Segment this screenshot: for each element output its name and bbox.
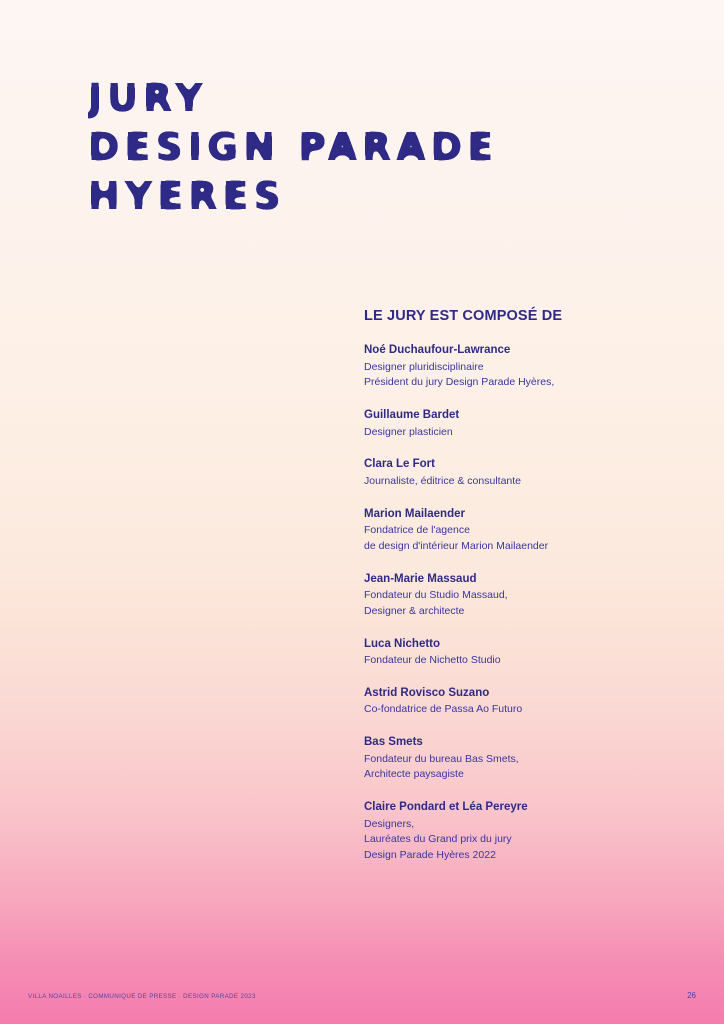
jury-member-role: Président du jury Design Parade Hyères,: [364, 376, 555, 389]
jury-member-name: Claire Pondard et Léa Pereyre: [364, 801, 528, 814]
page-number: 26: [687, 991, 696, 1000]
jury-member-role: Designer plasticien: [364, 425, 453, 438]
footer-credit: VILLA NOAILLES · COMMUNIQUE DE PRESSE · DESIGN PARADE 2023: [28, 993, 256, 1000]
jury-member-name: Marion Mailaender: [364, 507, 465, 520]
jury-member-name: Astrid Rovisco Suzano: [364, 686, 490, 699]
jury-member-name: Clara Le Fort: [364, 458, 435, 471]
jury-section: [364, 308, 664, 864]
jury-member-role: Lauréates du Grand prix du jury: [364, 833, 512, 846]
jury-member: [364, 800, 664, 864]
jury-member: [364, 408, 664, 440]
jury-member-role: Journaliste, éditrice & consultante: [364, 474, 522, 487]
jury-member-name: Luca Nichetto: [364, 637, 441, 650]
jury-member: [364, 735, 664, 783]
jury-member: [364, 637, 664, 669]
jury-member-role: Fondateur du Studio Massaud,: [364, 589, 508, 602]
jury-member: [364, 343, 664, 391]
title-line-3: HYERES: [88, 174, 286, 218]
jury-member-role: Architecte paysagiste: [364, 768, 464, 781]
jury-member-role: Fondateur de Nichetto Studio: [364, 654, 501, 667]
jury-member-name: Noé Duchaufour-Lawrance: [364, 344, 511, 356]
jury-member-role: Designers,: [364, 817, 415, 830]
jury-heading: LE JURY EST COMPOSÉ DE: [364, 308, 563, 324]
jury-member-name: Guillaume Bardet: [364, 409, 460, 422]
page-footer: [0, 991, 724, 1000]
jury-member-name: Jean-Marie Massaud: [364, 572, 477, 585]
jury-member-role: Design Parade Hyères 2022: [364, 849, 496, 862]
document-title: [88, 78, 508, 218]
jury-member-role: Fondateur du bureau Bas Smets,: [364, 752, 519, 765]
jury-member-role: Designer & architecte: [364, 604, 465, 617]
jury-member-role: Fondatrice de l'agence: [364, 524, 470, 537]
title-line-2: DESIGN PARADE: [88, 125, 499, 169]
jury-member-role: Designer pluridisciplinaire: [364, 360, 484, 373]
jury-member-role: Co-fondatrice de Passa Ao Futuro: [364, 703, 523, 716]
jury-member: [364, 507, 664, 555]
title-artwork: [88, 78, 508, 218]
jury-member-name: Bas Smets: [364, 736, 423, 749]
jury-member: [364, 686, 664, 718]
jury-member-role: de design d'intérieur Marion Mailaender: [364, 539, 549, 552]
jury-member: [364, 457, 664, 489]
title-line-1: JURY: [88, 78, 208, 120]
jury-member: [364, 572, 664, 620]
